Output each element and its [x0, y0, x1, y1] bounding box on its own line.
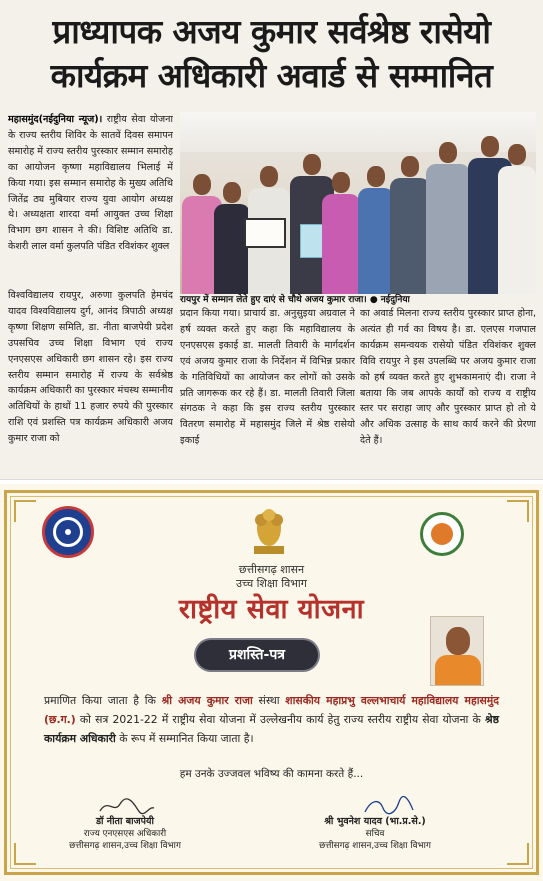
person-figure — [358, 166, 394, 294]
signatory-role: सचिव — [365, 829, 385, 839]
corner-ornament — [507, 843, 529, 865]
signature-icon — [50, 796, 200, 816]
signatory-organization: छत्तीसगढ़ शासन,उच्च शिक्षा विभाग — [319, 841, 431, 851]
signatory-name: डॉ नीता बाजपेयी — [95, 816, 155, 827]
national-emblem-icon — [246, 506, 292, 558]
recipient-name: श्री अजय कुमार राजा — [161, 694, 253, 707]
award-name: श्रेष्ठ कार्यक्रम अधिकारी — [44, 713, 499, 745]
corner-ornament — [14, 843, 36, 865]
signature-block-right — [295, 796, 455, 852]
person-figure — [426, 142, 470, 294]
body-text: के रूप में सम्मानित किया जाता है। — [119, 732, 254, 745]
body-text: प्रमाणित किया जाता है कि — [44, 694, 156, 707]
dateline: महासमुंद(नईदुनिया न्यूज)। — [8, 114, 103, 125]
corner-ornament — [14, 500, 36, 522]
certificate-title: राष्ट्रीय सेवा योजना — [178, 594, 365, 625]
signatory-name: श्री भुवनेश यादव (भा.प्र.से.) — [324, 816, 426, 827]
chhattisgarh-state-logo-icon — [420, 512, 464, 556]
department-name: उच्च शिक्षा विभाग — [236, 577, 307, 590]
person-figure — [322, 172, 360, 294]
headline-line-1: प्राध्यापक अजय कुमार सर्वश्रेष्ठ रासेयो — [52, 12, 491, 51]
signature-block-left — [50, 796, 200, 852]
headline-line-2: कार्यक्रम अधिकारी अवार्ड से सम्मानित — [50, 56, 493, 95]
award-ceremony-photo — [180, 112, 536, 294]
body-text: को सत्र 2021-22 में राष्ट्रीय सेवा योजना में उल्लेखनीय कार्य हेतु राज्य स्तरीय राष्ट्रीय सेवा योजना के — [79, 713, 481, 726]
article-column-2: प्रदान किया गया। प्राचार्य डा. अनुसुइया अग्रवाल ने हर्ष व्यक्त करते हुए कहा कि महाविद्यालय के एनएसएस इकाई डा. मालती तिवारी के मार्गदर्शन एवं अजय कुमार राजा के निर्देशन में विभिन्न प्रकार के गतिविधियों का आयोजन कर लोगों को उसके प्रति जागरूक कर रहे हैं। डा. मालती तिवारी जिला संगठक ने कहा कि इस राज्य स्तरीय पुरस्कार वितरण समारोह में महासमुंद जिले में श्रेष्ठ रासेयो इकाई — [180, 308, 355, 447]
government-name: छत्तीसगढ़ शासन — [238, 563, 305, 576]
headline — [8, 10, 535, 98]
certificate — [0, 484, 543, 881]
signatory-role: राज्य एनएसएस अधिकारी — [83, 829, 167, 839]
article-text-1: राष्ट्रीय सेवा योजना के राज्य स्तरीय शिविर के सातवें दिवस समापन समारोह में राज्य स्तरीय पुरस्कार सम्मान समारोह का आयोजन कृष्णा महाविद्यालय भिलाई में किया गया। इस सम्मान समारोह के मुख्य अतिथि जितेंद्र ठ्य मुबियार राज्य युवा आयोग अध्यक्ष थे। अध्यक्षता शारदा वर्मा आयुक्त उच्च शिक्षा विभाग छग शासन ने की। विशिष्ट अतिथि डा. केशरी लाल वर्मा कुलपति पंडित रविशंकर शुक्ल — [8, 114, 173, 253]
recipient-photo — [430, 616, 484, 686]
article-column-3: का अवार्ड मिलना राज्य स्तरीय पुरस्कार प्राप्त होना, अत्यंत ही गर्व का विषय है। डा. एलएस गजपाल कार्यक्रम समन्वयक रासेयो पंडित रविशंकर शुक्ल विवि रायपुर ने इस उपलब्धि पर अजय कुमार राजा को हर्ष व्यक्त करते हुए शुभकामनाएं दी। राजा ने बताया कि जब आपके कार्यों को राज्य व राष्ट्रीय स्तर पर सराहा जाए और पुरस्कार प्राप्त हो तो ये और अधिक उत्साह के साथ कार्य करने की प्रेरणा देते हैं। — [360, 308, 536, 447]
college-name: शासकीय महाप्रभु वल्लभाचार्य महाविद्यालय महासमुंद (छ.ग.) — [44, 694, 499, 726]
corner-ornament — [507, 500, 529, 522]
article-column-1-bottom: विश्वविद्यालय रायपुर, अरुणा कुलपति हेमचंद यादव विश्वविद्यालय दुर्ग, आनंद त्रिपाठी अध्यक्ष कृष्णा शिक्षण समिति, डा. नीता बाजपेयी प्रदेश उपसचिव उच्च शिक्षा विभाग एवं राज्य एनएसएस अधिकारी छग शासन रहे। इस राज्य स्तरीय सम्मान समारोह में राज्य के सर्वश्रेष्ठ कार्यक्रम अधिकारी का पुरस्कार मंचस्थ सम्मानीय अतिथियों के हाथों 11 हजार रुपये की पुरस्कार राशि एवं प्रशस्ति पत्र कार्यक्रम अधिकारी अजय कुमार राजा को — [8, 290, 173, 445]
certificate-frame — [244, 218, 286, 248]
article-column-1-top — [8, 112, 173, 288]
certificate-type-badge: प्रशस्ति-पत्र — [196, 640, 318, 670]
photo-caption: रायपुर में सम्मान लेते हुए दाएं से चौथे अजय कुमार राजा। ● नईदुनिया — [180, 295, 410, 305]
signature-icon — [295, 796, 455, 816]
body-text: संस्था — [258, 694, 280, 707]
nss-logo-icon — [42, 506, 94, 558]
signatory-organization: छत्तीसगढ़ शासन,उच्च शिक्षा विभाग — [69, 841, 181, 851]
wish-text: हम उनके उज्जवल भविष्य की कामना करते हैं... — [179, 768, 364, 780]
person-figure — [498, 144, 536, 294]
certificate-body — [44, 691, 499, 748]
person-figure — [390, 156, 430, 294]
